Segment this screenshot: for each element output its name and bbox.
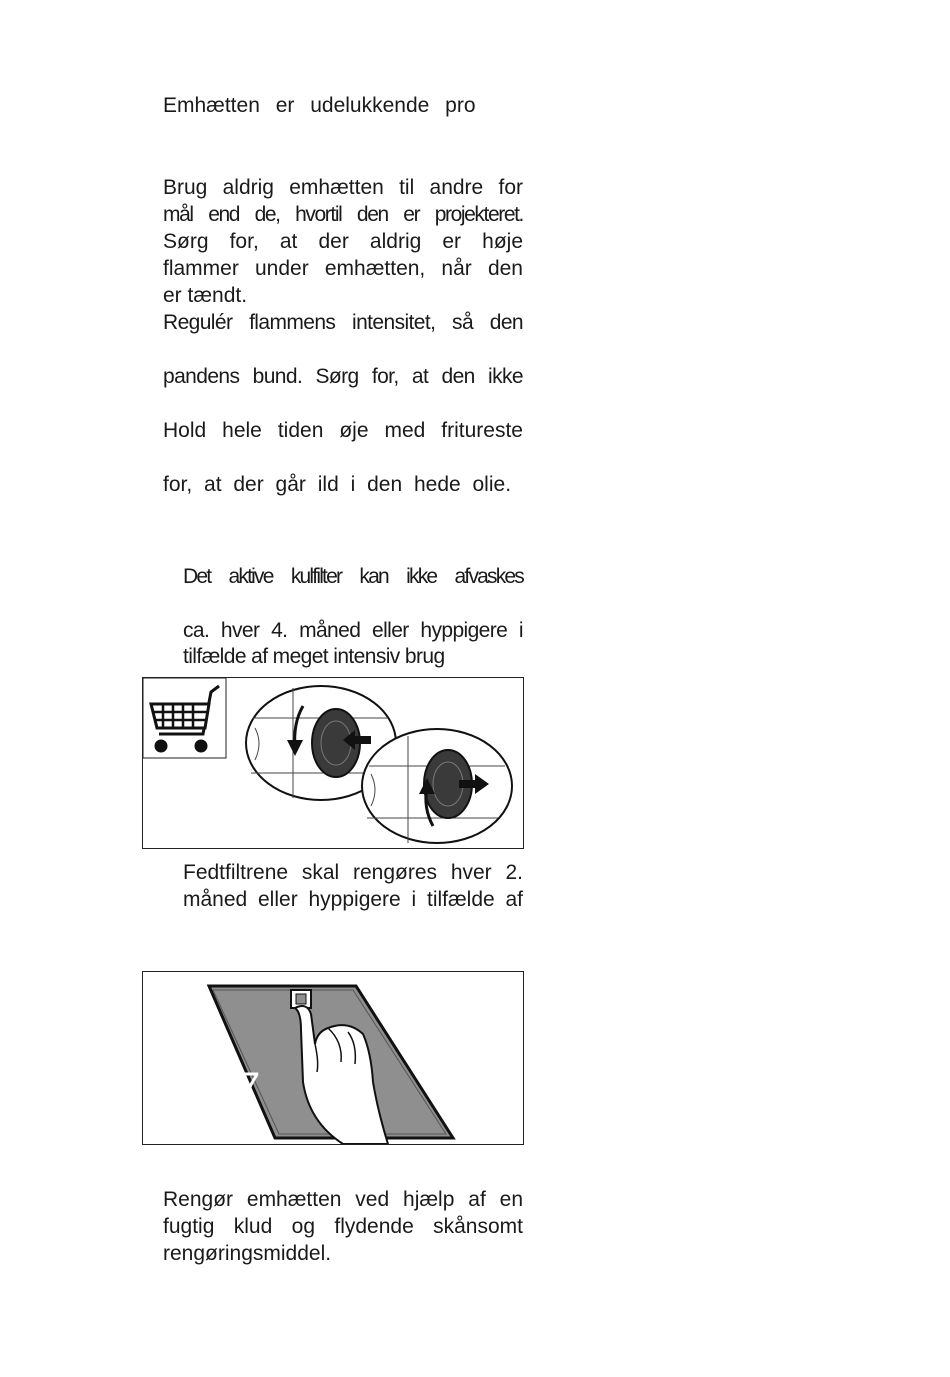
carbon-filter-line: ca. hver 4. måned eller hyppigere i (183, 619, 523, 642)
svg-text:7: 7 (238, 1065, 261, 1109)
cleaning-line: rengøringsmiddel. (163, 1242, 332, 1265)
carbon-filter-figure (142, 677, 524, 849)
intro-text: Emhætten er udelukkende pro (163, 94, 476, 117)
warning-line: er tændt. (163, 284, 248, 307)
cleaning-line: Rengør emhætten ved hjælp af en (163, 1188, 523, 1211)
warning-line: mål end de, hvortil den er projekteret. (163, 203, 523, 226)
warning-line: Regulér flammens intensitet, så den (163, 311, 523, 334)
warning-line: Brug aldrig emhætten til andre for (163, 176, 523, 199)
carbon-filter-line: tilfælde af meget intensiv brug (183, 645, 445, 668)
carbon-filter-line: Det aktive kulfilter kan ikke afvaskes (183, 565, 523, 588)
grease-filter-line: Fedtfiltrene skal rengøres hver 2. (183, 861, 523, 884)
warning-line: for, at der går ild i den hede olie. (163, 473, 512, 496)
grease-filter-figure (142, 971, 524, 1145)
grease-filter-line: måned eller hyppigere i tilfælde af (183, 888, 523, 911)
cleaning-line: fugtig klud og flydende skånsomt (163, 1215, 523, 1238)
warning-line: flammer under emhætten, når den (163, 257, 523, 280)
warning-line: pandens bund. Sørg for, at den ikke (163, 365, 523, 388)
warning-line: Hold hele tiden øje med fritureste (163, 419, 523, 442)
warning-line: Sørg for, at der aldrig er høje (163, 230, 523, 253)
